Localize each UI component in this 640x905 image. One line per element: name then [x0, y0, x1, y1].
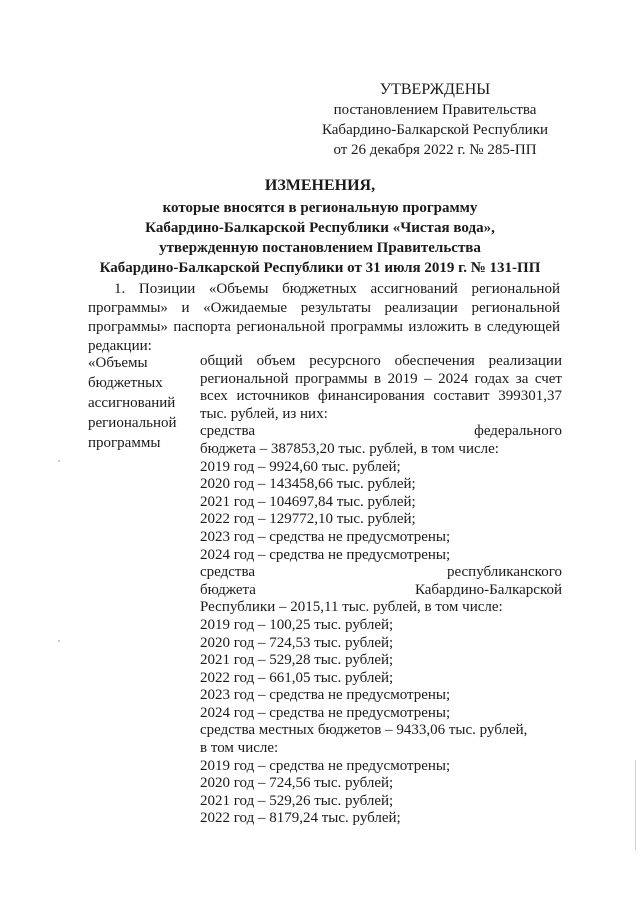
- local-year-2020: 2020 год – 724,56 тыс. рублей;: [200, 775, 394, 792]
- left-line-2: бюджетных: [88, 375, 163, 391]
- federal-line-b: бюджета – 387853,20 тыс. рублей, в том числе:: [200, 440, 499, 457]
- approval-title: УТВЕРЖДЕНЫ: [379, 81, 491, 98]
- federal-year-2023: 2023 год – средства не предусмотрены;: [200, 528, 451, 545]
- federal-year-2022: 2022 год – 129772,10 тыс. рублей;: [200, 511, 416, 528]
- approval-line-1: постановлением Правительства: [333, 102, 537, 118]
- table-left-column: [88, 353, 192, 453]
- republic-line-b: бюджета Кабардино-Балкарской: [200, 581, 562, 598]
- scan-edge-line: [635, 760, 636, 850]
- republic-line-a: средства республиканского: [200, 564, 562, 581]
- left-line-1: «Объемы: [88, 355, 148, 371]
- republic-year-2022: 2022 год – 661,05 тыс. рублей;: [200, 669, 394, 686]
- scan-speck: [58, 460, 60, 462]
- federal-year-2024: 2024 год – средства не предусмотрены;: [200, 546, 451, 563]
- total-funding-text: общий объем ресурсного обеспечения реализации региональной программы в 2019 – 2024 годах за счет всех источников финансирования составит 399301,37 тыс. рублей, из них:: [200, 353, 562, 422]
- heading-title: ИЗМЕНЕНИЯ,: [264, 177, 376, 194]
- left-line-4: региональной: [88, 415, 177, 431]
- intro-text: 1. Позиции «Объемы бюджетных ассигнований региональной программы» и «Ожидаемые результаты реализации региональной программы» паспорта региональной программы изложить в следующей редакции:: [88, 281, 560, 354]
- republic-year-2020: 2020 год – 724,53 тыс. рублей;: [200, 634, 394, 651]
- heading-line-2: Кабардино-Балкарской Республики «Чистая вода»,: [145, 220, 495, 236]
- republic-line-c: Республики – 2015,11 тыс. рублей, в том числе:: [200, 599, 503, 616]
- left-line-5: программы: [88, 435, 161, 451]
- local-year-2021: 2021 год – 529,26 тыс. рублей;: [200, 792, 394, 809]
- local-year-2019: 2019 год – средства не предусмотрены;: [200, 757, 451, 774]
- scan-speck: [58, 640, 60, 642]
- document-heading: [70, 176, 570, 278]
- local-line-b: в том числе:: [200, 740, 279, 757]
- approval-line-2: Кабардино-Балкарской Республики: [321, 122, 549, 138]
- republic-year-2024: 2024 год – средства не предусмотрены;: [200, 704, 451, 721]
- heading-line-1: которые вносятся в региональную программу: [162, 200, 478, 216]
- federal-year-2020: 2020 год – 143458,66 тыс. рублей;: [200, 476, 416, 493]
- heading-line-3: утвержденную постановлением Правительства: [159, 240, 481, 256]
- intro-paragraph: [88, 280, 560, 356]
- republic-year-2021: 2021 год – 529,28 тыс. рублей;: [200, 652, 394, 669]
- federal-year-2021: 2021 год – 104697,84 тыс. рублей;: [200, 493, 416, 510]
- heading-line-4: Кабардино-Балкарской Республики от 31 июля 2019 г. № 131-ПП: [99, 260, 541, 276]
- federal-year-2019: 2019 год – 9924,60 тыс. рублей;: [200, 458, 401, 475]
- table-right-column: [200, 353, 562, 828]
- local-line-a: средства местных бюджетов – 9433,06 тыс. рублей,: [200, 722, 528, 739]
- republic-year-2019: 2019 год – 100,25 тыс. рублей;: [200, 616, 394, 633]
- left-line-3: ассигнований: [88, 395, 176, 411]
- local-year-2022: 2022 год – 8179,24 тыс. рублей;: [200, 810, 401, 827]
- republic-year-2023: 2023 год – средства не предусмотрены;: [200, 687, 451, 704]
- federal-line-a: средства федерального: [200, 423, 562, 440]
- approval-line-3: от 26 декабря 2022 г. № 285-ПП: [333, 142, 537, 158]
- approval-block: [300, 80, 570, 160]
